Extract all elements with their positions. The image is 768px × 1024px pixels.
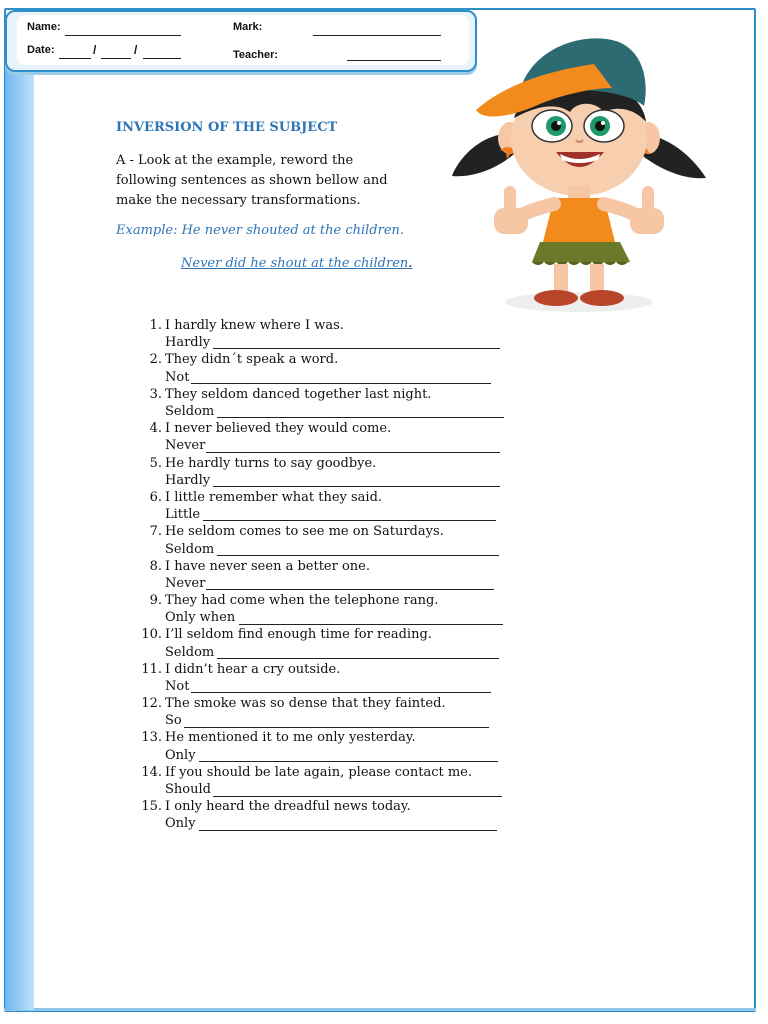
item-prompt: Seldom [165,404,215,419]
item-sentence: They didn´t speak a word. [165,352,339,367]
item-sentence: I only heard the dreadful news today. [165,799,411,814]
worksheet-title: INVERSION OF THE SUBJECT [116,120,338,135]
item-number: 14. [141,765,162,780]
skirt [532,242,630,262]
item-number: 3. [149,387,162,402]
answer-blank[interactable] [206,589,494,590]
item-prompt: So [165,713,182,728]
mark-field[interactable] [313,35,441,36]
teacher-label: Teacher: [233,49,279,61]
instruction-text: A - Look at the example, reword the following sentences as shown bellow and make the necessary transformations. [116,153,388,208]
item-prompt: Never [165,576,206,591]
item-number: 15. [141,799,162,814]
item-prompt: Should [165,782,211,797]
item-prompt: Never [165,438,206,453]
item-prompt: Little [165,507,201,522]
girl-illustration [444,26,714,326]
item-sentence: I hardly knew where I was. [165,318,344,333]
item-number: 2. [149,352,162,367]
item-prompt: Seldom [165,645,215,660]
item-number: 4. [149,421,162,436]
answer-blank[interactable] [199,761,498,762]
item-number: 6. [149,490,162,505]
answer-blank[interactable] [217,417,504,418]
item-prompt: Hardly [165,335,211,350]
item-prompt: Only [165,748,196,763]
date-label: Date: [27,44,55,56]
item-prompt: Not [165,370,190,385]
item-sentence: I didn’t hear a cry outside. [165,662,341,677]
answer-blank[interactable] [213,348,500,349]
date-separator: / [93,43,97,57]
header-card-inner [17,15,469,65]
item-number: 7. [149,524,162,539]
name-field[interactable] [65,35,181,36]
header-card [5,10,477,72]
item-prompt: Only [165,816,196,831]
item-sentence: He hardly turns to say goodbye. [165,456,377,471]
item-sentence: They seldom danced together last night. [165,387,432,402]
answer-blank[interactable] [191,383,491,384]
right-eye-glint [601,121,605,125]
example-answer [181,256,412,271]
date-day-field[interactable] [59,58,91,59]
example-answer-text: Never did he shout at the children [181,256,409,271]
teacher-field[interactable] [347,60,441,61]
item-number: 5. [149,456,162,471]
item-sentence: If you should be late again, please contact me. [165,765,472,780]
item-sentence: He seldom comes to see me on Saturdays. [165,524,444,539]
skirt-ruffle [532,262,628,265]
item-number: 1. [149,318,162,333]
left-thumb-up-icon [504,186,516,212]
item-prompt: Seldom [165,542,215,557]
item-number: 9. [149,593,162,608]
left-leg [554,264,568,294]
example-sentence: Example: He never shouted at the children. [116,223,405,238]
item-sentence: I never believed they would come. [165,421,392,436]
item-number: 10. [141,627,162,642]
answer-blank[interactable] [191,692,491,693]
date-year-field[interactable] [143,58,181,59]
frame-bottom-edge [4,1008,756,1011]
answer-blank[interactable] [184,727,489,728]
item-sentence: The smoke was so dense that they fainted. [165,696,446,711]
mark-label: Mark: [233,21,263,33]
example-answer-period: . [408,256,413,271]
left-eye-glint [557,121,561,125]
name-label: Name: [27,21,61,33]
item-number: 13. [141,730,162,745]
item-number: 11. [141,662,162,677]
date-month-field[interactable] [101,58,131,59]
item-sentence: He mentioned it to me only yesterday. [165,730,416,745]
item-sentence: They had come when the telephone rang. [165,593,439,608]
item-sentence: I have never seen a better one. [165,559,370,574]
answer-blank[interactable] [206,452,500,453]
side-band [5,62,34,1010]
date-separator: / [134,43,138,57]
answer-blank[interactable] [239,624,503,625]
answer-blank[interactable] [217,658,499,659]
item-prompt: Only when [165,610,236,625]
right-shoe [580,290,624,306]
answer-blank[interactable] [199,830,497,831]
ground-shadow [505,292,653,312]
answer-blank[interactable] [213,486,500,487]
item-number: 12. [141,696,162,711]
item-sentence: I’ll seldom find enough time for reading. [165,627,432,642]
item-number: 8. [149,559,162,574]
item-sentence: I little remember what they said. [165,490,383,505]
right-thumb-up-icon [642,186,654,212]
answer-blank[interactable] [203,520,496,521]
answer-blank[interactable] [217,555,499,556]
answer-blank[interactable] [213,796,502,797]
right-leg [590,264,604,294]
left-shoe [534,290,578,306]
item-prompt: Hardly [165,473,211,488]
item-prompt: Not [165,679,190,694]
